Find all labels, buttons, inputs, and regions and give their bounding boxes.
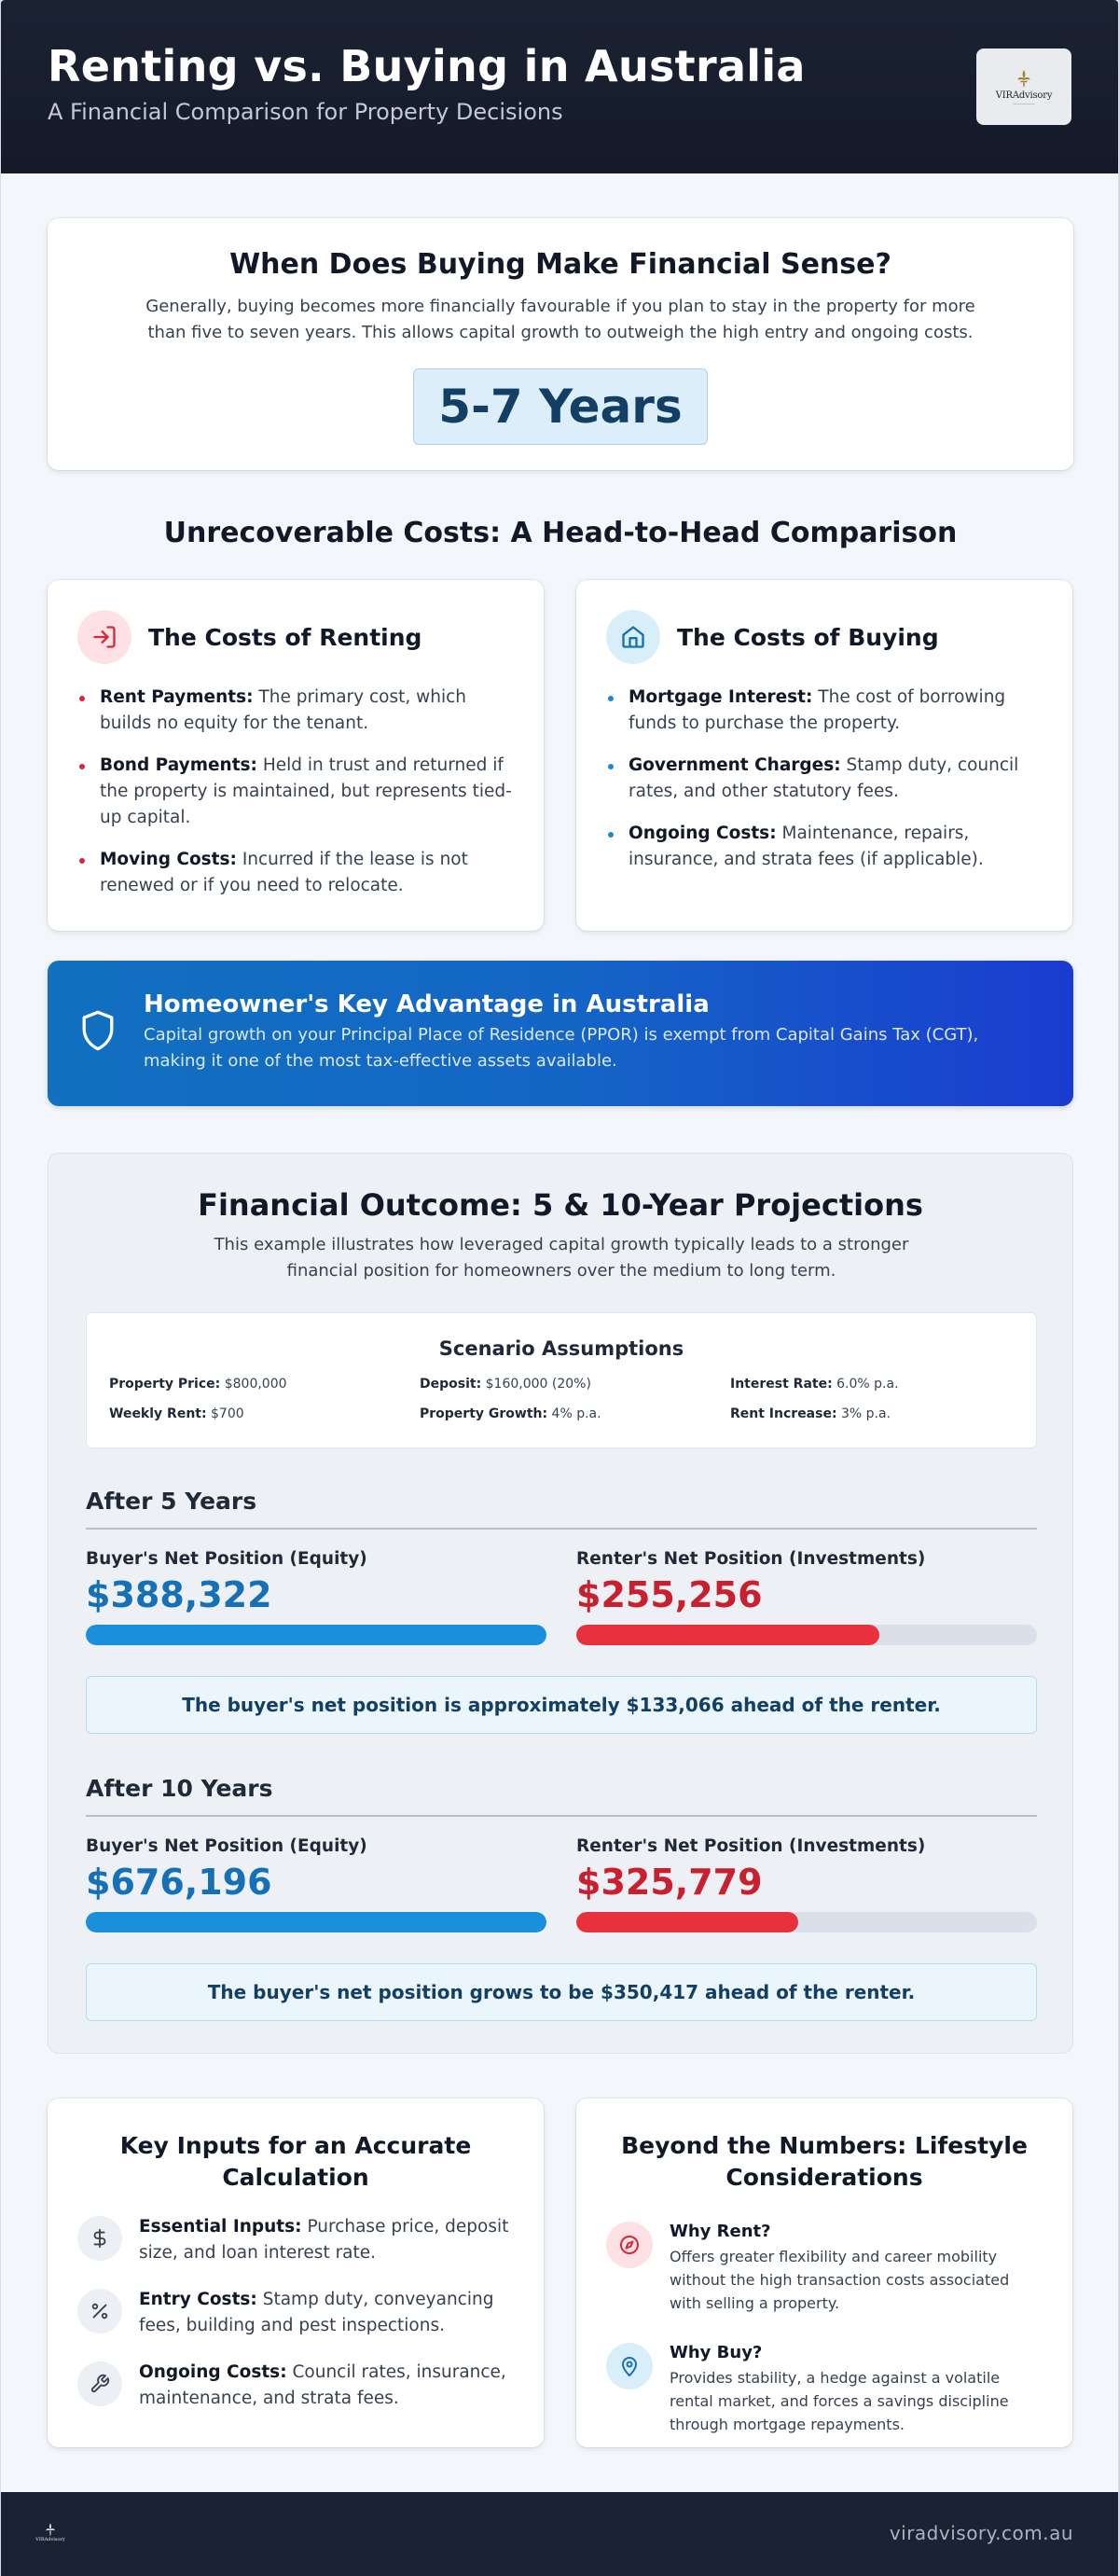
list-item: Rent Payments: The primary cost, which builds no equity for the tenant. [77,685,514,737]
buyer-label: Buyer's Net Position (Equity) [86,1836,367,1856]
outcome-title: Financial Outcome: 5 & 10-Year Projections [198,1187,923,1223]
renter-label: Renter's Net Position (Investments) [576,1549,926,1569]
buyer-bar-track [86,1912,546,1932]
list-item: Mortgage Interest: The cost of borrowing funds to purchase the property. [606,685,1043,737]
buying-icon-circle [606,610,660,664]
home-icon [620,624,646,650]
page-subtitle: A Financial Comparison for Property Decisions [48,99,563,125]
renter-bar-fill [576,1625,879,1645]
page-header [1,0,1118,173]
renter-bar-fill [576,1912,798,1932]
compass-icon [618,2234,641,2256]
sign-in-icon [91,624,117,650]
outcome-intro: This example illustrates how leveraged capital growth typically leads to a stronger financial position for homeowners over the medium to long term. [214,1235,909,1281]
buying-costs-card [576,580,1072,931]
assumption-rent-increase: Rent Increase: 3% p.a. [730,1406,891,1421]
footer-logo: VIRAdvisory [35,2522,66,2548]
list-item: Moving Costs: Incurred if the lease is not renewed or if you need to relocate. [77,847,514,899]
period-title: After 10 Years [86,1775,1037,1817]
renter-bar-track [576,1912,1037,1932]
buyer-value: $676,196 [86,1862,272,1903]
difference-note: The buyer's net position grows to be $350,417 ahead of the renter. [86,1963,1037,2021]
list-item: Entry Costs: Stamp duty, conveyancing fees, building and pest inspections. [77,2287,514,2339]
logo-tagline-mark: —————— [1013,101,1035,106]
buyer-label: Buyer's Net Position (Equity) [86,1549,367,1569]
logo-wordmark: VIRAdvisory [995,90,1053,101]
assumption-deposit: Deposit: $160,000 (20%) [420,1377,591,1392]
renter-value: $325,779 [576,1862,763,1903]
period-title: After 5 Years [86,1488,1037,1530]
assumption-weekly-rent: Weekly Rent: $700 [109,1406,244,1421]
buying-list [606,685,1043,873]
buying-title: The Costs of Buying [677,623,939,651]
buyer-bar-fill [86,1625,546,1645]
advantage-title: Homeowner's Key Advantage in Australia [144,990,710,1018]
fleur-logo-icon [43,2522,58,2537]
inputs-title: Key Inputs for an Accurate Calculation [119,2132,472,2191]
assumption-interest-rate: Interest Rate: 6.0% p.a. [730,1377,899,1392]
renter-position [576,1836,1037,1932]
shield-icon [79,1009,117,1052]
page-title: Renting vs. Buying in Australia [48,41,806,91]
renter-label: Renter's Net Position (Investments) [576,1836,926,1856]
renter-position [576,1549,1037,1645]
website-link[interactable]: viradvisory.com.au [889,2522,1073,2544]
renter-bar-track [576,1625,1037,1645]
buyer-bar-track [86,1625,546,1645]
when-body: Generally, buying becomes more financially favourable if you plan to stay in the property for more than five to seven years. This allows capital growth to outweigh the high entry and ongoing costs. [145,297,975,342]
renting-icon-circle [77,610,131,664]
list-item: Essential Inputs: Purchase price, deposit size, and loan interest rate. [77,2214,514,2266]
when-to-buy-card [48,218,1073,470]
difference-note: The buyer's net position is approximately $133,066 ahead of the renter. [86,1676,1037,1734]
list-item: Why Rent? Offers greater flexibility and career mobility without the high transaction costs associated with selling a property. [606,2222,1043,2315]
years-badge: 5-7 Years [413,368,708,445]
buyer-bar-fill [86,1912,546,1932]
renting-costs-card [48,580,544,931]
buyer-position [86,1836,546,1932]
renting-title: The Costs of Renting [148,623,422,651]
unrecoverable-title: Unrecoverable Costs: A Head-to-Head Comparison [163,517,958,549]
list-item: Why Buy? Provides stability, a hedge against a volatile rental market, and forces a savings discipline through mortgage repayments. [606,2343,1043,2436]
assumption-property-growth: Property Growth: 4% p.a. [420,1406,601,1421]
map-pin-icon [618,2355,641,2377]
homeowner-advantage-banner [48,961,1073,1106]
financial-outcome-section [48,1153,1073,2054]
list-item: Bond Payments: Held in trust and returned if the property is maintained, but represents tied-up capital. [77,753,514,831]
percent-icon [90,2301,110,2321]
renting-list [77,685,514,899]
projection-5-years [86,1488,1037,1716]
lifestyle-title: Beyond the Numbers: Lifestyle Considerations [621,2132,1028,2191]
advantage-body: Capital growth on your Principal Place of Residence (PPOR) is exempt from Capital Gains Tax (CGT), making it one of the most tax-effective assets available. [144,1025,979,1071]
list-item: Ongoing Costs: Council rates, insurance, maintenance, and strata fees. [77,2360,514,2412]
buyer-position [86,1549,546,1645]
projection-10-years [86,1775,1037,2003]
when-title: When Does Buying Make Financial Sense? [229,248,891,281]
list-item: Government Charges: Stamp duty, council rates, and other statutory fees. [606,753,1043,805]
scenario-assumptions [86,1312,1037,1448]
wrench-icon [90,2374,110,2394]
renter-value: $255,256 [576,1574,763,1615]
brand-logo [976,48,1071,125]
lifestyle-card [576,2098,1072,2447]
page-footer [1,2492,1119,2576]
list-item: Ongoing Costs: Maintenance, repairs, insurance, and strata fees (if applicable). [606,821,1043,873]
assumptions-title: Scenario Assumptions [438,1337,684,1360]
key-inputs-card [48,2098,544,2447]
fleur-logo-icon [1014,68,1034,89]
assumption-property-price: Property Price: $800,000 [109,1377,287,1392]
buyer-value: $388,322 [86,1574,272,1615]
dollar-icon [90,2228,110,2249]
